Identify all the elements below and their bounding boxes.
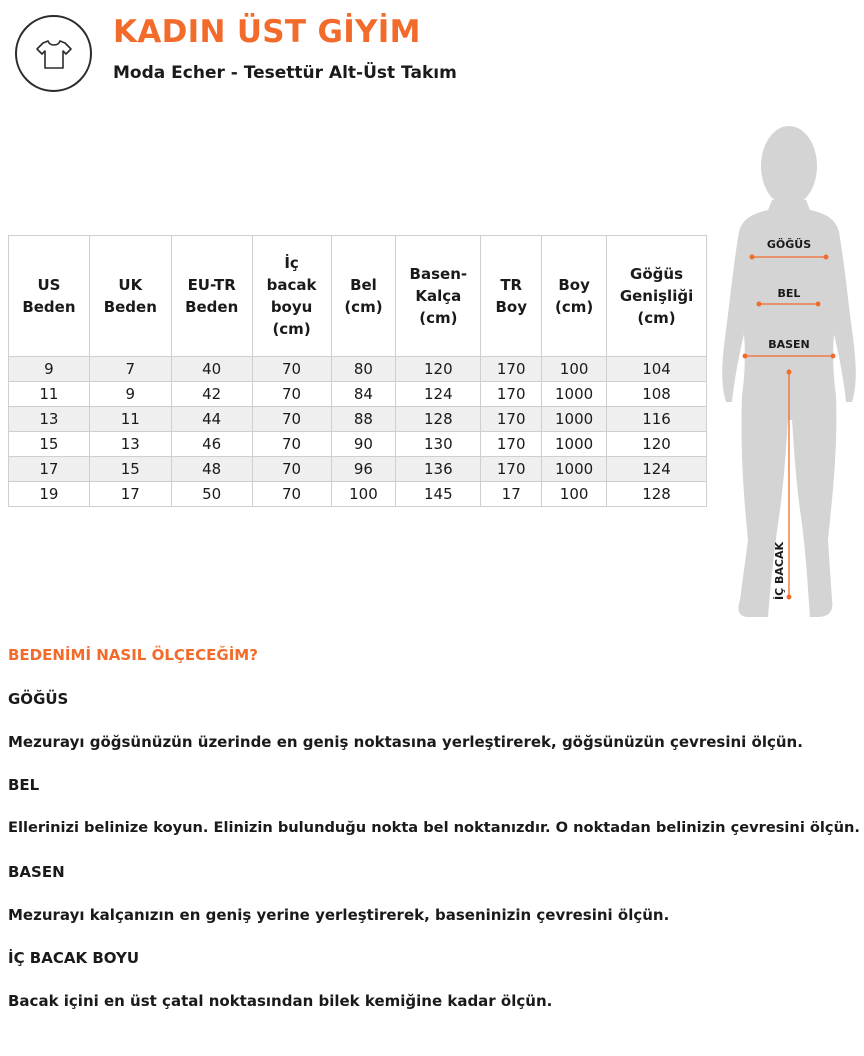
guide-heading: BEDENİMİ NASIL ÖLÇECEĞİM? — [8, 646, 258, 664]
column-header — [252, 236, 331, 357]
hip-section-title: BASEN — [8, 863, 65, 881]
table-body — [9, 357, 707, 507]
table-row — [9, 357, 707, 382]
column-header — [89, 236, 171, 357]
table-cell: 13 — [89, 432, 171, 457]
table-cell: 1000 — [542, 407, 607, 432]
table-cell: 130 — [396, 432, 481, 457]
table-cell: 17 — [9, 457, 90, 482]
table-cell: 70 — [252, 357, 331, 382]
table-cell: 70 — [252, 432, 331, 457]
column-header-line: (cm) — [344, 298, 383, 316]
waist-label: BEL — [777, 287, 801, 300]
table-cell: 17 — [89, 482, 171, 507]
column-header-line: (cm) — [272, 320, 311, 338]
hip-section-text: Mezurayı kalçanızın en geniş yerine yerleştirerek, baseninizin çevresini ölçün. — [8, 906, 670, 924]
table-cell: 70 — [252, 407, 331, 432]
chest-section-title: GÖĞÜS — [8, 690, 69, 708]
column-header-line: US — [37, 276, 61, 294]
table-cell: 70 — [252, 482, 331, 507]
table-cell: 128 — [607, 482, 707, 507]
column-header-line: Beden — [22, 298, 76, 316]
table-cell: 40 — [171, 357, 252, 382]
table-cell: 13 — [9, 407, 90, 432]
table-header-row — [9, 236, 707, 357]
table-cell: 46 — [171, 432, 252, 457]
table-cell: 70 — [252, 457, 331, 482]
column-header-line: (cm) — [554, 298, 594, 316]
column-header-line: (cm) — [637, 309, 676, 327]
table-cell: 90 — [331, 432, 396, 457]
table-cell: 136 — [396, 457, 481, 482]
product-name: Moda Echer - Tesettür Alt-Üst Takım — [113, 63, 457, 83]
page-title: KADIN ÜST GİYİM — [113, 14, 421, 50]
table-cell: 9 — [89, 382, 171, 407]
inseam-section-text: Bacak içini en üst çatal noktasından bilek kemiğine kadar ölçün. — [8, 992, 553, 1010]
table-cell: 9 — [9, 357, 90, 382]
table-cell: 70 — [252, 382, 331, 407]
table-cell: 100 — [542, 482, 607, 507]
table-row — [9, 457, 707, 482]
table-cell: 170 — [481, 432, 542, 457]
table-row — [9, 407, 707, 432]
table-cell: 104 — [607, 357, 707, 382]
column-header-line: Göğüs — [630, 265, 683, 283]
tshirt-icon — [34, 34, 74, 74]
size-chart-table — [8, 235, 707, 507]
column-header — [607, 236, 707, 357]
table-cell: 1000 — [542, 457, 607, 482]
table-cell: 48 — [171, 457, 252, 482]
table-cell: 7 — [89, 357, 171, 382]
column-header-line: Kalça — [415, 287, 462, 305]
table-cell: 80 — [331, 357, 396, 382]
column-header-line: Bel — [350, 276, 377, 294]
inseam-section-title: İÇ BACAK BOYU — [8, 949, 140, 967]
table-cell: 124 — [607, 457, 707, 482]
table-cell: 50 — [171, 482, 252, 507]
hip-label: BASEN — [768, 338, 810, 351]
column-header — [9, 236, 90, 357]
column-header-line: EU-TR — [187, 276, 236, 294]
column-header — [542, 236, 607, 357]
table-cell: 128 — [396, 407, 481, 432]
column-header-line: İç — [284, 254, 299, 272]
table-cell: 108 — [607, 382, 707, 407]
table-cell: 170 — [481, 382, 542, 407]
column-header-line: Beden — [185, 298, 239, 316]
column-header-line: Genişliği — [619, 287, 694, 305]
column-header-line: UK — [118, 276, 143, 294]
category-badge — [15, 15, 92, 92]
column-header-line: Beden — [103, 298, 157, 316]
column-header-line: TR — [500, 276, 523, 294]
column-header-line: boyu — [270, 298, 313, 316]
table-cell: 19 — [9, 482, 90, 507]
table-cell: 96 — [331, 457, 396, 482]
table-cell: 15 — [89, 457, 171, 482]
column-header-line: Boy — [495, 298, 527, 316]
inseam-label: İÇ BACAK — [773, 541, 786, 600]
table-cell: 116 — [607, 407, 707, 432]
table-cell: 1000 — [542, 432, 607, 457]
column-header — [171, 236, 252, 357]
silhouette-illustration — [718, 120, 864, 620]
chest-section-text: Mezurayı göğsünüzün üzerinde en geniş noktasına yerleştirerek, göğsünüzün çevresini ölçün. — [8, 733, 803, 751]
column-header-line: Basen- — [409, 265, 468, 283]
table-cell: 1000 — [542, 382, 607, 407]
table-cell: 120 — [607, 432, 707, 457]
table-row — [9, 432, 707, 457]
table-row — [9, 482, 707, 507]
table-cell: 100 — [542, 357, 607, 382]
column-header — [481, 236, 542, 357]
column-header-line: Boy — [558, 276, 590, 294]
table-cell: 11 — [9, 382, 90, 407]
column-header-line: bacak — [266, 276, 317, 294]
table-row — [9, 382, 707, 407]
table-cell: 145 — [396, 482, 481, 507]
table-cell: 44 — [171, 407, 252, 432]
table-cell: 120 — [396, 357, 481, 382]
body-measurement-figure — [718, 120, 864, 620]
table-cell: 17 — [481, 482, 542, 507]
table-cell: 170 — [481, 457, 542, 482]
column-header — [331, 236, 396, 357]
waist-section-text: Ellerinizi belinize koyun. Elinizin bulunduğu nokta bel noktanızdır. O noktadan belinizin çevresini ölçün. — [8, 819, 860, 836]
table-cell: 100 — [331, 482, 396, 507]
table-cell: 124 — [396, 382, 481, 407]
chest-label: GÖĞÜS — [766, 238, 812, 251]
column-header-line: (cm) — [419, 309, 458, 327]
table-cell: 170 — [481, 357, 542, 382]
table-cell: 84 — [331, 382, 396, 407]
table-cell: 42 — [171, 382, 252, 407]
table-cell: 170 — [481, 407, 542, 432]
waist-section-title: BEL — [8, 776, 40, 794]
column-header — [396, 236, 481, 357]
table-cell: 88 — [331, 407, 396, 432]
table-cell: 11 — [89, 407, 171, 432]
table-cell: 15 — [9, 432, 90, 457]
